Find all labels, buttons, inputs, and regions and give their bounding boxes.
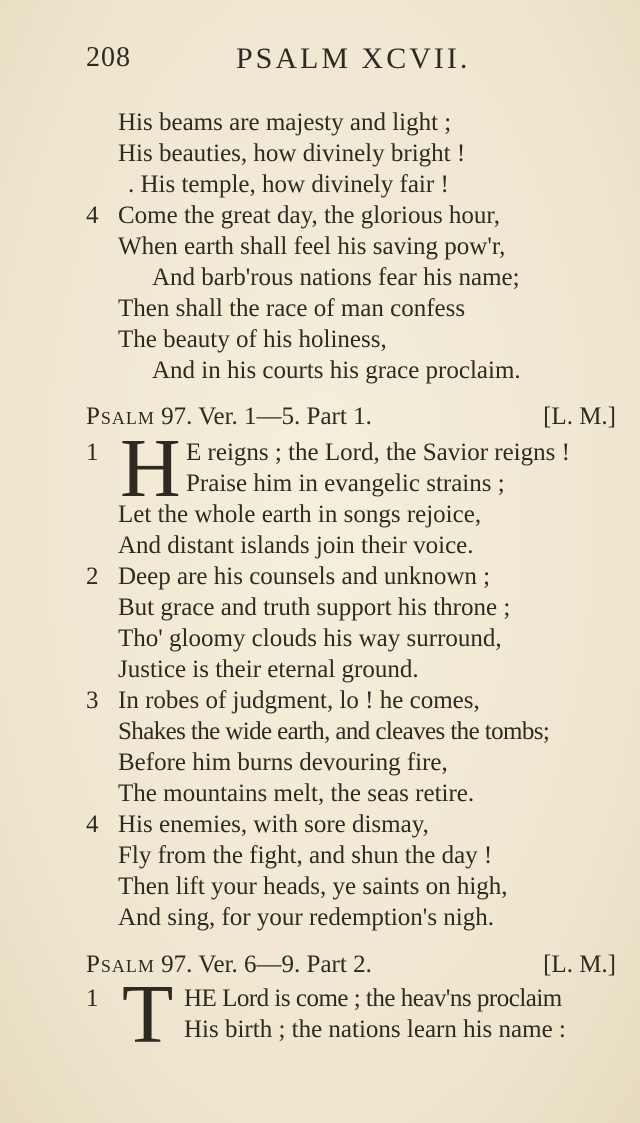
verse-line: Deep are his counsels and unknown ; [118,563,491,590]
verse-line: When earth shall feel his saving pow'r, [118,233,506,260]
verse-number: 2 [86,563,99,590]
psalm-meter: [L. M.] [543,951,616,978]
verse-line: And sing, for your redemption's nigh. [118,904,494,931]
verse-line: Then lift your heads, ye saints on high, [118,873,508,900]
verse-number: 4 [86,202,99,229]
verse-line: Come the great day, the glorious hour, [118,202,501,229]
verse-number: 1 [86,985,99,1012]
verse-line: The beauty of his holiness, [118,326,387,353]
psalm-meter: [L. M.] [543,403,616,430]
verse-line: His enemies, with sore dismay, [118,811,429,838]
verse-line: E reigns ; the Lord, the Savior reigns ! [186,439,570,466]
verse-line: But grace and truth support his throne ; [118,594,511,621]
running-head: PSALM XCVII. [236,42,471,75]
drop-cap: T [122,968,174,1061]
verse-line: And barb'rous nations fear his name; [152,264,520,291]
verse-line: Fly from the fight, and shun the day ! [118,842,493,869]
verse-line: Then shall the race of man confess [118,295,466,322]
verse-line: Tho' gloomy clouds his way surround, [118,625,502,652]
verse-number: 4 [86,811,99,838]
verse-line: And distant islands join their voice. [118,532,474,559]
psalm-heading-reference: 97. Ver. 1—5. Part 1. [161,403,372,430]
psalm-heading-label: Psalm [86,951,155,978]
psalm-heading-reference: 97. Ver. 6—9. Part 2. [161,951,372,978]
drop-cap: H [120,422,181,515]
verse-number: 1 [86,439,99,466]
verse-line: Shakes the wide earth, and cleaves the tombs; [118,718,550,745]
verse-line: Justice is their eternal ground. [118,656,419,683]
verse-line: His beams are majesty and light ; [118,109,452,136]
verse-line: In robes of judgment, lo ! he comes, [118,687,480,714]
verse-line: His beauties, how divinely bright ! [118,140,466,167]
page-header [0,38,640,78]
verse-line: The mountains melt, the seas retire. [118,780,475,807]
verse-number: 3 [86,687,99,714]
psalm-heading-label: Psalm [86,403,155,430]
page-number: 208 [86,42,131,73]
verse-line: Praise him in evangelic strains ; [186,470,505,497]
verse-line: Before him burns devouring fire, [118,749,448,776]
verse-line: HE Lord is come ; the heav'ns proclaim [184,985,562,1012]
verse-line: His birth ; the nations learn his name : [184,1016,566,1043]
verse-line: . His temple, how divinely fair ! [128,171,449,198]
verse-line: Let the whole earth in songs rejoice, [118,501,482,528]
verse-line: And in his courts his grace proclaim. [152,357,521,384]
